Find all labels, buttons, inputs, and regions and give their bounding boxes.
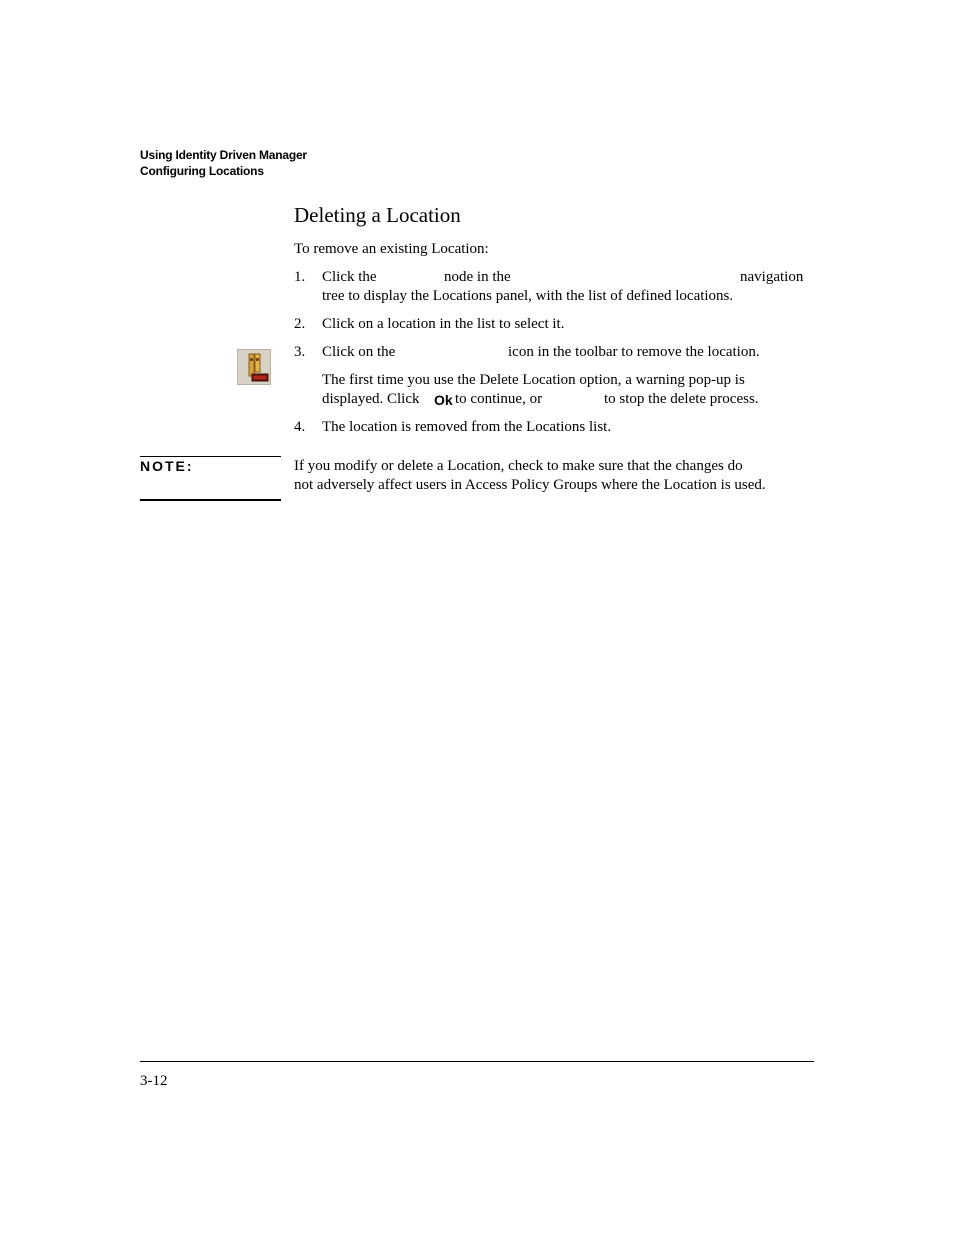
note-line: If you modify or delete a Location, check to make sure that the changes do: [294, 458, 743, 474]
step-text: Click the: [322, 269, 377, 285]
step-text: node in the: [444, 269, 511, 285]
intro-text: To remove an existing Location:: [294, 241, 489, 257]
header-section: Configuring Locations: [140, 164, 264, 178]
page-number: 3-12: [140, 1073, 168, 1089]
step-number: 2.: [294, 316, 306, 332]
running-header: [140, 147, 307, 179]
note-bottom-rule: [140, 499, 281, 501]
note-text: [294, 457, 766, 495]
step-note-text: displayed. Click: [322, 391, 420, 407]
step-text: icon in the toolbar to remove the location.: [508, 344, 760, 360]
step-number: 4.: [294, 419, 306, 435]
ok-keyword: Ok: [434, 392, 453, 408]
step-note-text: to stop the delete process.: [604, 391, 759, 407]
step-text: tree to display the Locations panel, with the list of defined locations.: [322, 288, 734, 304]
delete-location-icon: [237, 349, 271, 385]
footer-rule: [140, 1061, 814, 1062]
step-text: navigation: [740, 269, 804, 285]
step-number: 1.: [294, 269, 306, 285]
header-chapter: Using Identity Driven Manager: [140, 148, 307, 162]
note-top-rule: [140, 456, 281, 457]
step-text: Click on a location in the list to select it.: [322, 316, 565, 332]
step-number: 3.: [294, 344, 306, 360]
note-label: NOTE:: [140, 458, 194, 474]
step-note-text: The first time you use the Delete Location option, a warning pop-up is: [322, 372, 745, 388]
note-line: not adversely affect users in Access Policy Groups where the Location is used.: [294, 477, 766, 493]
section-title: Deleting a Location: [294, 203, 461, 227]
step-text: Click on the: [322, 344, 396, 360]
step-text: The location is removed from the Locations list.: [322, 419, 612, 435]
step-note-text: to continue, or: [455, 391, 543, 407]
